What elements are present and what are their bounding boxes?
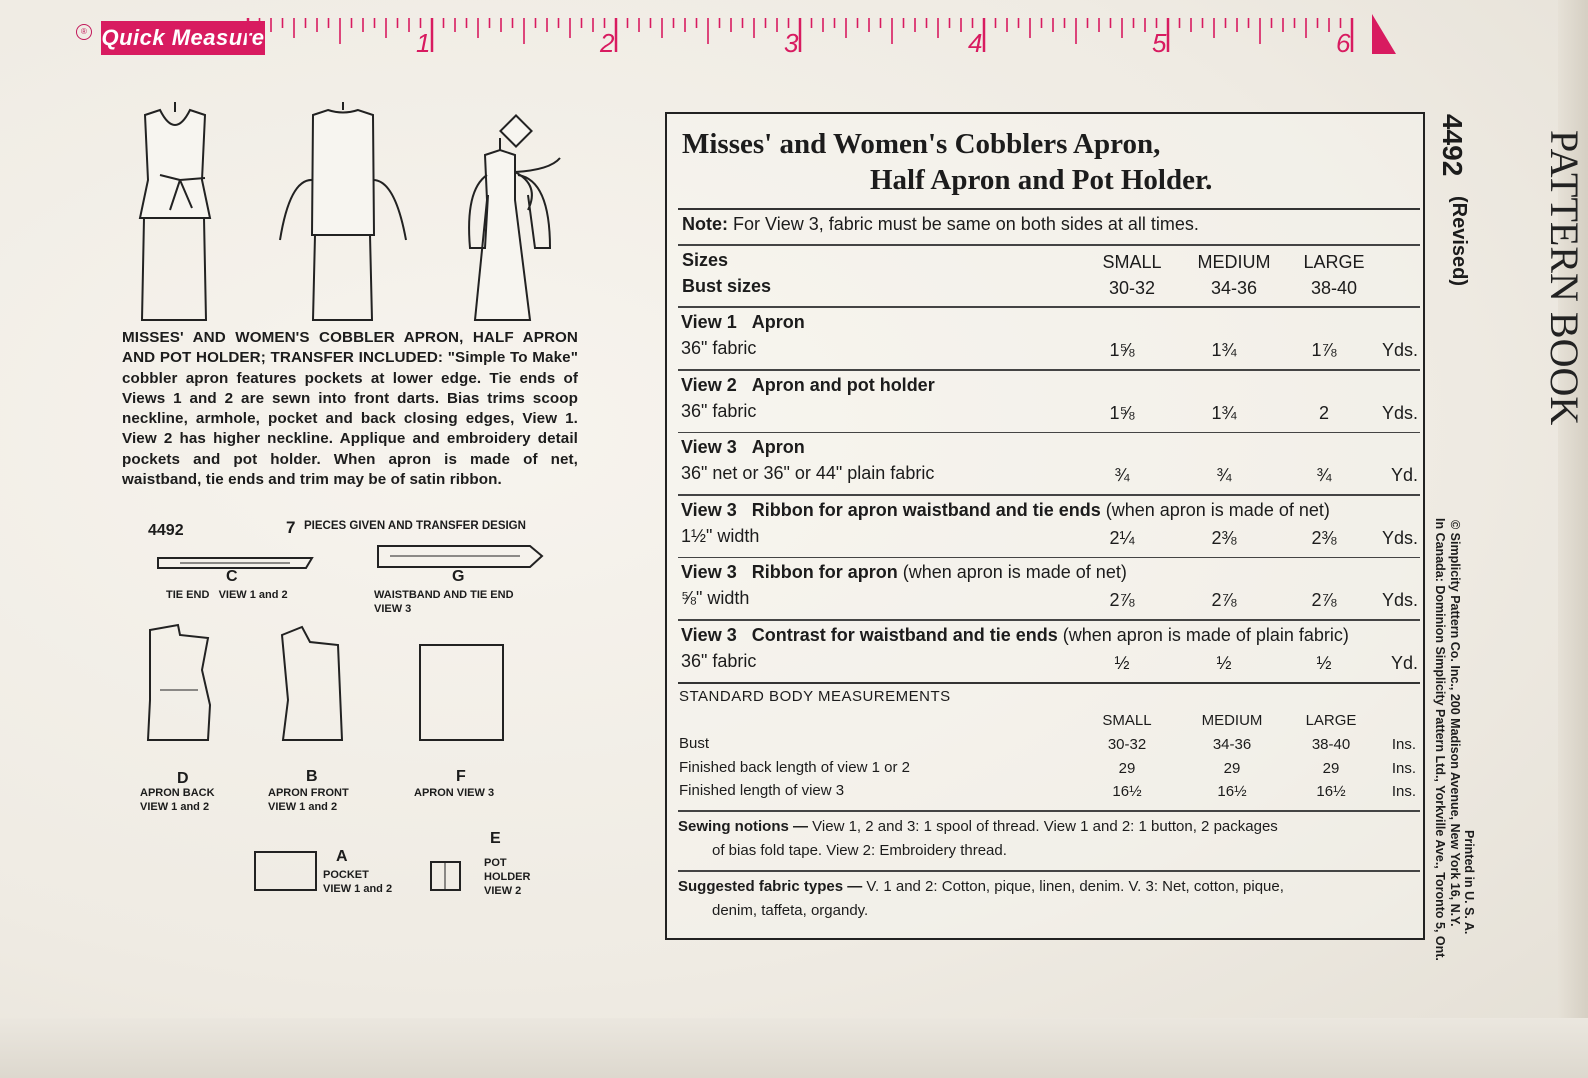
row-view: View 1 [681,312,752,332]
yardage-value: 2⅜ [1211,527,1237,548]
body-measure-value: 29 [1118,759,1136,777]
yardage-unit: Yd. [1390,652,1418,673]
pieces-count-text: PIECES GIVEN AND TRANSFER DESIGN [304,520,526,532]
chart-title-line-2: Half Apron and Pot Holder. [870,164,1213,196]
yardage-value: ½ [1216,652,1232,673]
piece-a-label-1: POCKET [323,869,369,881]
yardage-value: 1⅞ [1311,340,1337,360]
yardage-unit: Yds. [1381,590,1418,610]
piece-b-label-2: VIEW 1 and 2 [268,801,338,813]
body-measure-label: Finished length of view 3 [679,782,845,799]
row-view: View 2 [681,374,752,395]
piece-b-label-1: APRON FRONT [268,787,349,799]
piece-f-label: APRON VIEW 3 [414,787,495,799]
view-3-illustration [469,115,560,320]
bust-sizes-label: Bust sizes [682,276,772,296]
row-view: View 3 [681,562,752,582]
piece-g-label-1: WAISTBAND AND TIE END [374,589,514,601]
piece-c-label-2: VIEW 1 and 2 [218,589,288,601]
quick-measure-label: Quick Measure [101,21,265,55]
row-fabric: 36" net or 36" or 44" plain fabric [681,463,935,483]
yardage-value: ½ [1114,652,1130,673]
divider [678,810,1420,812]
fabrics-label: Suggested fabric types — [678,878,863,895]
row-extra: (when apron is made of net) [897,562,1127,582]
yardage-unit: Yds. [1381,402,1418,423]
body-size-heading: SMALL [1102,712,1152,729]
yardage-value: 2⅞ [1311,590,1337,610]
piece-d-shape [148,625,210,740]
row-view: View 3 [681,437,752,457]
yardage-row-heading [681,562,1127,583]
row-fabric: 36" fabric [681,400,757,421]
piece-d-label [140,786,215,814]
piece-f-letter: F [456,768,466,785]
body-measure-label: Finished back length of view 1 or 2 [679,758,910,776]
yardage-chart-box [665,112,1425,940]
ruler-arrow-icon [1372,14,1396,54]
divider [678,208,1420,210]
divider [678,870,1420,872]
side-revised: (Revised) [1448,196,1470,287]
yardage-value: 1⅝ [1109,402,1135,423]
ruler-number: 5 [1152,28,1167,58]
bust-size-value: 38-40 [1310,278,1358,298]
piece-d-letter: D [177,770,189,787]
note-text: For View 3, fabric must be same on both sides at all times. [733,214,1199,234]
yardage-value: ¾ [1114,465,1130,485]
fabric-types [678,878,1284,895]
sizes-label: Sizes [682,250,729,270]
body-measure-value: 29 [1223,759,1241,777]
body-measure-value: 30-32 [1107,736,1147,753]
piece-f-shape [420,645,503,740]
piece-e-letter: E [490,830,501,847]
piece-e-label [484,856,530,898]
bust-size-value: 34-36 [1210,278,1258,298]
yardage-value: 1¾ [1211,402,1237,423]
yardage-value: 2 [1318,402,1330,423]
view-2-illustration [280,102,406,320]
divider [678,619,1420,621]
divider [678,682,1420,684]
ruler-number: 1 [416,28,431,58]
yardage-value: 1⅝ [1109,340,1135,360]
body-measure-value: 38-40 [1311,736,1351,753]
yardage-unit: Yd. [1390,465,1418,485]
piece-c-letter: C [226,568,238,585]
body-measure-value: 16½ [1217,783,1247,800]
piece-e-label-3: VIEW 2 [484,885,522,897]
ruler-number: 3 [784,28,799,58]
note [682,214,1199,235]
row-item: Ribbon for apron waistband and tie ends [751,499,1101,520]
yardage-row-heading [681,375,935,396]
size-heading: LARGE [1303,252,1365,272]
description-heading: MISSES' AND WOMEN'S COBBLER APRON, HALF APRON AND POT HOLDER; TRANSFER INCLUDED: [122,329,578,367]
side-copyright: © Simplicity Pattern Co. Inc., 200 Madison Avenue, New York 16, N.Y. [1448,520,1462,927]
size-heading: SMALL [1102,252,1162,272]
garment-illustrations [130,100,580,325]
body-size-heading: MEDIUM [1201,712,1263,729]
row-fabric: 36" fabric [681,650,757,671]
yardage-value: ¾ [1216,465,1232,485]
piece-a-shape [255,852,316,890]
divider [678,557,1420,559]
yardage-value: 2¼ [1109,527,1135,548]
row-view: View 3 [681,499,752,520]
piece-a-label-2: VIEW 1 and 2 [323,883,393,895]
divider [678,244,1420,246]
piece-g-label [374,588,554,616]
divider [678,432,1420,434]
yardage-row-heading [681,500,1330,521]
divider [678,306,1420,308]
piece-e-label-2: HOLDER [484,871,531,883]
piece-b-letter: B [306,768,318,785]
pieces-pattern-number: 4492 [148,522,184,539]
body-measure-value: 29 [1322,759,1340,777]
registered-mark: ® [76,24,92,40]
piece-c-label [166,588,288,602]
sewing-notions [678,818,1278,835]
piece-a-label [323,868,392,896]
piece-a-letter: A [336,848,348,865]
view-1-illustration [140,102,210,320]
ruler [0,0,1400,70]
row-item: Apron and pot holder [751,374,935,395]
yardage-value: ½ [1316,652,1332,673]
side-printed: Printed in U. S. A. [1462,830,1476,935]
yardage-unit: Yds. [1381,527,1418,548]
row-item: Ribbon for apron [751,562,898,582]
row-fabric: 36" fabric [681,338,757,358]
row-extra: (when apron is made of plain fabric) [1057,624,1349,645]
yardage-value: ¾ [1316,465,1332,485]
notions-line-2: of bias fold tape. View 2: Embroidery thread. [712,842,1007,859]
pieces-count: 7 [286,518,296,537]
yardage-row-heading [681,312,805,333]
fabrics-line-1: V. 1 and 2: Cotton, pique, linen, denim. V. 3: Net, cotton, pique, [866,878,1284,895]
yardage-value: 2⅞ [1109,590,1135,610]
side-pattern-book: PATTERN BOOK [1542,130,1587,426]
divider [678,369,1420,371]
row-item: Apron [751,312,805,332]
body-size-heading: LARGE [1305,712,1357,729]
side-canada: In Canada: Dominion Simplicity Pattern Ltd., Yorkville Ave., Toronto 5, Ont. [1433,518,1447,961]
piece-g-label-2: VIEW 3 [374,603,412,615]
bust-size-value: 30-32 [1108,278,1156,298]
body-measure-unit: Ins. [1391,736,1416,753]
piece-d-label-2: VIEW 1 and 2 [140,801,210,813]
yardage-unit: Yds. [1381,340,1418,360]
row-extra: (when apron is made of net) [1100,499,1330,520]
piece-c-label-1: TIE END [166,589,210,601]
note-label: Note: [682,214,728,234]
divider [678,494,1420,496]
fabrics-line-2: denim, taffeta, organdy. [712,902,869,919]
notions-line-1: View 1, 2 and 3: 1 spool of thread. View 1 and 2: 1 button, 2 packages [812,818,1278,835]
description-body: "Simple To Make" cobbler apron features pockets at lower edge. Tie ends of Views 1 and 2 are sewn into front darts. Bias trims scoop neckline, armhole, pocket and back closing edges, View 1. View 2 has higher neckline. Applique and embroidery detail pockets and pot holder. When apron is made of net, waistband, tie ends and trim may be of satin ribbon. [122,349,578,489]
ruler-number: 6 [1336,28,1351,58]
ruler-number: 2 [600,28,615,58]
piece-d-label-1: APRON BACK [140,787,215,799]
notions-label: Sewing notions — [678,818,808,835]
row-view: View 3 [681,624,752,645]
yardage-row-heading [681,437,805,458]
piece-b-label [268,786,349,814]
yardage-value: 2⅜ [1311,527,1337,548]
row-fabric: ⅝" width [681,588,750,608]
body-measure-value: 16½ [1316,783,1346,800]
yardage-value: 1¾ [1211,340,1237,360]
row-fabric: 1½" width [681,525,760,546]
body-measure-value: 16½ [1112,783,1142,800]
row-item: Apron [751,437,805,457]
row-item: Contrast for waistband and tie ends [751,624,1058,645]
body-measure-label: Bust [679,735,710,752]
pattern-description [122,328,578,490]
side-pattern-number: 4492 [1437,114,1468,177]
envelope-edge-bottom [0,1018,1588,1078]
yardage-value: 2⅞ [1211,590,1237,610]
size-heading: MEDIUM [1197,252,1271,272]
piece-e-label-1: POT [484,857,507,869]
body-measurements-title: STANDARD BODY MEASUREMENTS [679,688,951,705]
piece-g-letter: G [452,568,465,585]
body-measure-value: 34-36 [1212,736,1252,753]
yardage-row-heading [681,625,1349,646]
chart-title-line-1: Misses' and Women's Cobblers Apron, [682,128,1161,160]
piece-b-shape [282,627,342,740]
body-measure-unit: Ins. [1391,783,1416,800]
body-measure-unit: Ins. [1391,759,1416,777]
ruler-number: 4 [968,28,983,58]
